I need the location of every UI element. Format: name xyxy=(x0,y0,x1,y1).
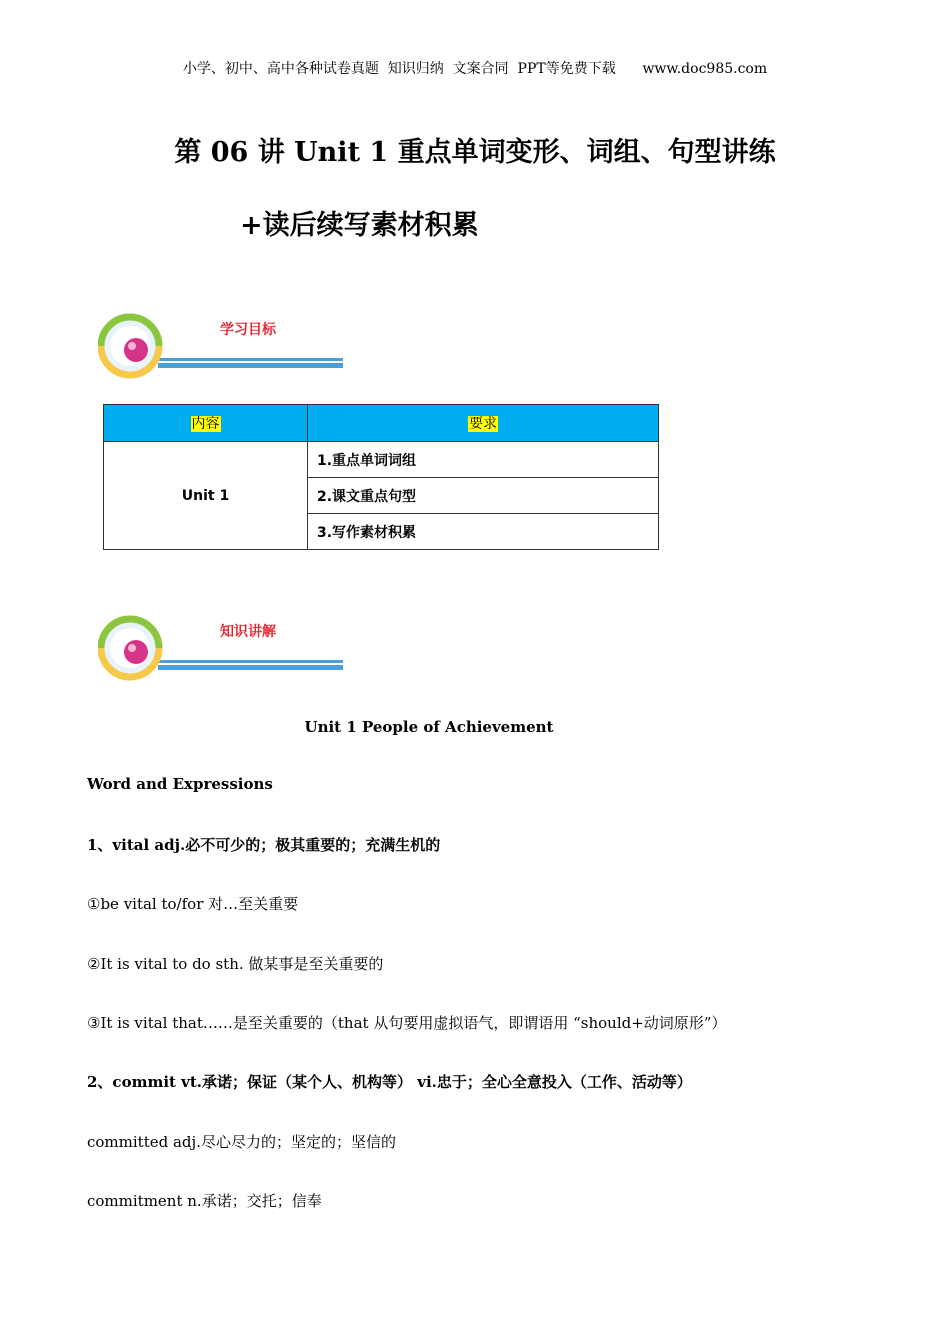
section-badge-knowledge xyxy=(98,614,348,684)
vocab-usage-line: commitment n.承诺；交托；信奉 xyxy=(87,1192,322,1210)
table-header-requirement: 要求 xyxy=(308,405,659,442)
section-badge-goals xyxy=(98,312,348,382)
vocab-usage-line: committed adj.尽心尽力的；坚定的；坚信的 xyxy=(87,1133,396,1151)
vocab-usage-line: ①be vital to/for 对…至关重要 xyxy=(87,895,299,913)
page-header: 小学、初中、高中各种试卷真题 知识归纳 文案合同 PPT等免费下载 www.doc985.com xyxy=(182,61,768,77)
badge-label-knowledge: 知识讲解 xyxy=(220,624,276,640)
table-cell-requirement: 1.重点单词词组 xyxy=(308,442,659,478)
vocab-item-title: 1、vital adj.必不可少的；极其重要的；充满生机的 xyxy=(87,836,441,854)
goals-table xyxy=(103,404,659,550)
section-title: Word and Expressions xyxy=(87,775,273,793)
table-cell-unit: Unit 1 xyxy=(104,442,308,550)
vocab-usage-line: ②It is vital to do sth. 做某事是至关重要的 xyxy=(87,955,384,973)
vocab-usage-line: ③It is vital that……是至关重要的（that 从句要用虚拟语气，即谓语用 “should+动词原形”） xyxy=(87,1014,727,1032)
table-header-row xyxy=(104,405,659,442)
table-header-content: 内容 xyxy=(104,405,308,442)
table-cell-requirement: 3.写作素材积累 xyxy=(308,514,659,550)
table-row xyxy=(104,442,659,478)
page-title-line-1: 第 06 讲 Unit 1 重点单词变形、词组、句型讲练 xyxy=(174,137,776,168)
table-cell-requirement: 2.课文重点句型 xyxy=(308,478,659,514)
page-title-line-2: +读后续写素材积累 xyxy=(240,210,479,241)
badge-label-goals: 学习目标 xyxy=(220,322,276,338)
vocab-item-title: 2、commit vt.承诺；保证（某个人、机构等） vi.忠于；全心全意投入（工作、活动等） xyxy=(87,1073,692,1091)
unit-heading: Unit 1 People of Achievement xyxy=(304,718,554,736)
